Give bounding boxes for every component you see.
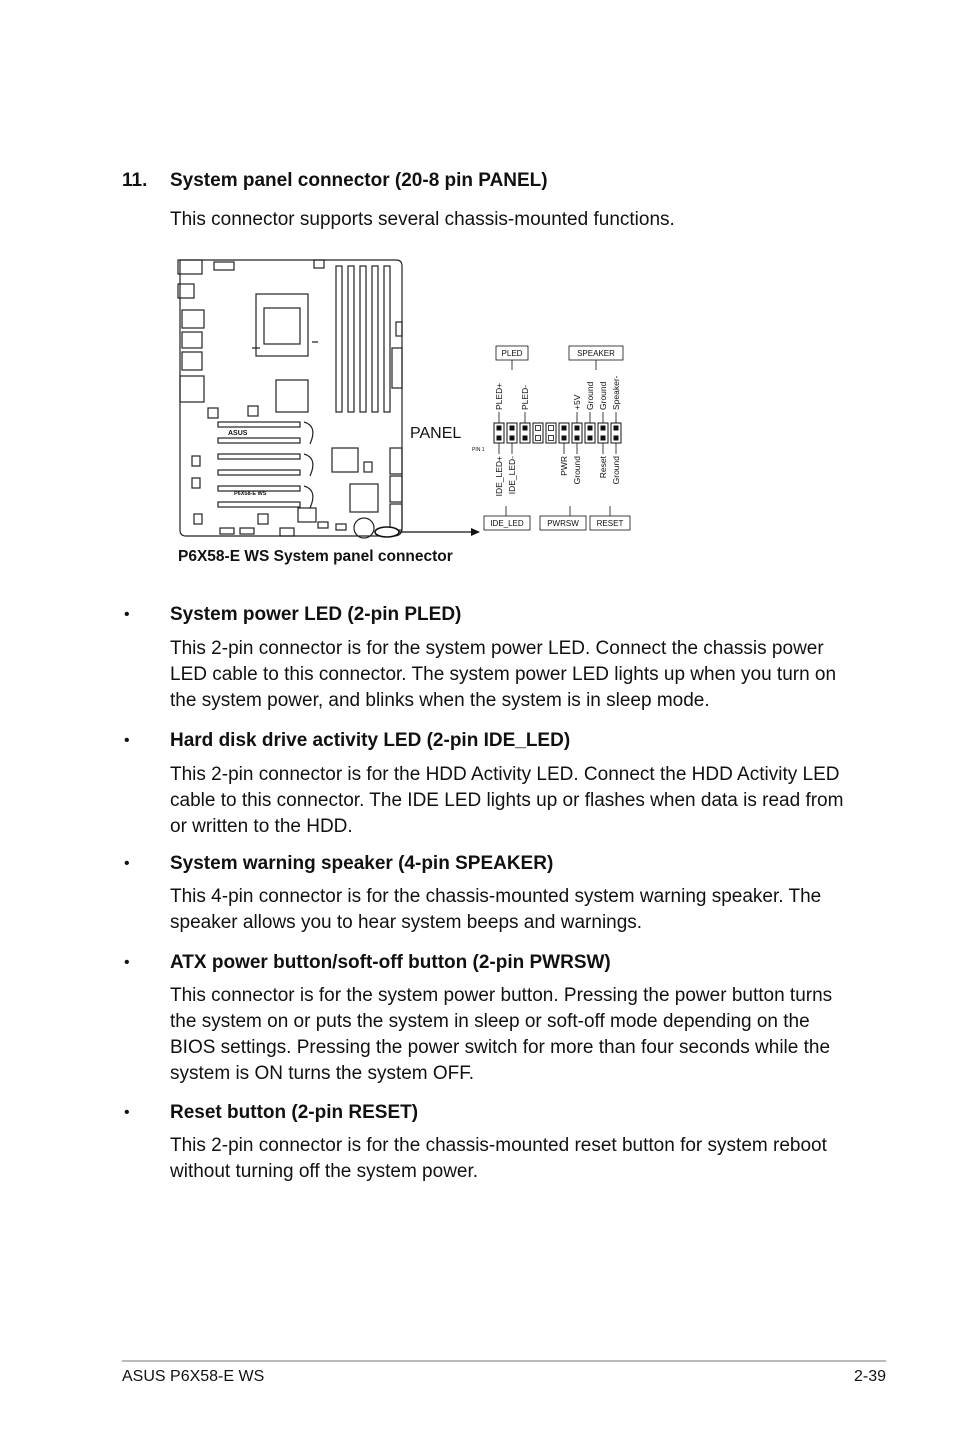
footer-product-name: ASUS P6X58-E WS	[122, 1368, 265, 1385]
pin-label-speaker-minus: Speaker-	[611, 375, 621, 410]
pin-label-ground-1: Ground	[585, 381, 595, 410]
pin-label-reset: Reset	[598, 456, 608, 479]
pin-label-plus5v: +5V	[572, 394, 582, 410]
bullet-marker: •	[124, 954, 130, 971]
arrow-head-icon	[471, 528, 480, 536]
pin1-label: PIN 1	[472, 447, 485, 453]
pin-label-ide-led-minus: IDE_LED-	[507, 456, 517, 495]
ide-led-group-label: IDE_LED	[490, 519, 524, 528]
bullet-text-pwrsw: This connector is for the system power button. Pressing the power button turns the system on or puts the system in sleep or soft-off mode depending on the BIOS settings. Pressing the power switch for more than four seconds while the system is ON turns the system OFF.	[170, 985, 833, 1084]
bullet-text-pled: This 2-pin connector is for the system power LED. Connect the chassis power LED cable to this connector. The system power LED lights up when you turn on the system power, and blinks when the system is in sleep mode.	[170, 638, 837, 711]
panel-connector-diagram	[168, 252, 648, 572]
pin-label-ide-led-plus: IDE_LED+	[494, 456, 504, 497]
footer-divider	[122, 1360, 886, 1362]
panel-label: PANEL	[410, 425, 462, 442]
bullet-marker: •	[124, 732, 130, 749]
pin-label-ground-2: Ground	[598, 381, 608, 410]
diagram-caption: P6X58-E WS System panel connector	[178, 548, 453, 565]
bullet-marker: •	[124, 1104, 130, 1121]
bullet-text-reset: This 2-pin connector is for the chassis-mounted reset button for system reboot without turning off the system power.	[170, 1135, 827, 1182]
board-label: P6X58-E WS	[234, 491, 267, 497]
section-intro: This connector supports several chassis-mounted functions.	[170, 209, 675, 230]
brand-logo: ASUS	[228, 430, 248, 437]
speaker-group-label: SPEAKER	[577, 349, 615, 358]
bullet-marker: •	[124, 606, 130, 623]
section-number: 11.	[122, 170, 148, 191]
pwrsw-group-label: PWRSW	[547, 519, 579, 528]
pin-label-pwr: PWR	[559, 456, 569, 476]
pled-group-label: PLED	[501, 349, 523, 358]
bullet-text-speaker: This 4-pin connector is for the chassis-mounted system warning speaker. The speaker allows you to hear system beeps and warnings.	[170, 886, 822, 933]
pin-label-pled-plus: PLED+	[494, 382, 504, 410]
panel-header-highlight	[375, 527, 399, 537]
section-title: System panel connector (20-8 pin PANEL)	[170, 170, 548, 191]
pin-label-ground-3: Ground	[572, 456, 582, 485]
page-number: 2-39	[853, 1368, 886, 1385]
pin-label-ground-4: Ground	[611, 456, 621, 485]
bullet-title-reset: Reset button (2-pin RESET)	[170, 1102, 419, 1123]
reset-group-label: RESET	[596, 519, 624, 528]
bullet-text-ide-led: This 2-pin connector is for the HDD Activity LED. Connect the HDD Activity LED cable to this connector. The IDE LED lights up or flashes when data is read from or written to the HDD.	[170, 764, 844, 837]
bullet-title-pwrsw: ATX power button/soft-off button (2-pin PWRSW)	[170, 952, 611, 973]
bullet-title-pled: System power LED (2-pin PLED)	[170, 604, 462, 625]
bullet-title-ide-led: Hard disk drive activity LED (2-pin IDE_LED)	[170, 730, 571, 751]
motherboard-illustration	[178, 260, 402, 538]
pin-label-pled-minus: PLED-	[520, 384, 530, 410]
bullet-marker: •	[124, 855, 130, 872]
bullet-title-speaker: System warning speaker (4-pin SPEAKER)	[170, 853, 554, 874]
